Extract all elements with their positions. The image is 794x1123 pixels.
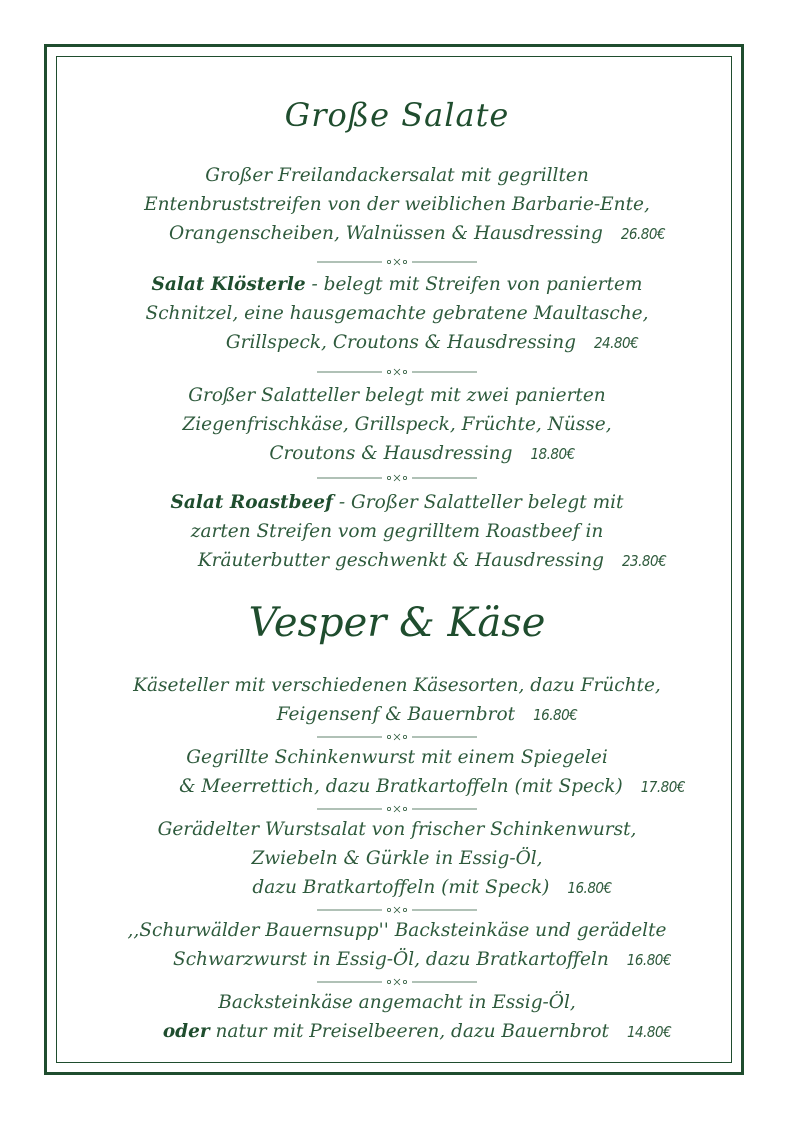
divider-ornament	[317, 474, 477, 482]
item-line: ,,Schurwälder Bauernsupp'' Backsteinkäse und gerädelte	[127, 920, 667, 941]
item-line: dazu Bratkartoffeln (mit Speck)	[252, 877, 550, 898]
menu-item	[0, 270, 794, 358]
item-price: 18.80€	[530, 445, 575, 463]
divider-ornament	[317, 805, 477, 813]
menu-item	[0, 743, 794, 802]
item-name: Salat Klösterle	[151, 274, 306, 295]
item-line: Orangenscheiben, Walnüssen & Hausdressing	[168, 223, 603, 244]
item-price: 24.80€	[593, 334, 639, 352]
item-line: Entenbruststreifen von der weiblichen Barbarie-Ente,	[144, 194, 650, 215]
section-title-vesper	[0, 600, 794, 646]
item-line: Backsteinkäse angemacht in Essig-Öl,	[218, 992, 576, 1013]
menu-item	[0, 988, 794, 1047]
item-line: Feigensenf & Bauernbrot	[276, 704, 516, 725]
item-price: 16.80€	[533, 706, 578, 724]
menu-item	[0, 815, 794, 903]
item-line: - belegt mit Streifen von paniertem	[305, 274, 643, 295]
menu-item	[0, 916, 794, 975]
item-line: Schnitzel, eine hausgemachte gebratene Maultasche,	[145, 303, 649, 324]
item-line: natur mit Preiselbeeren, dazu Bauernbrot	[209, 1021, 609, 1042]
item-line: zarten Streifen vom gegrilltem Roastbeef in	[190, 521, 604, 542]
item-price: 23.80€	[621, 552, 667, 570]
item-name: Salat Roastbeef	[170, 492, 333, 513]
divider-ornament	[317, 733, 477, 741]
item-line: & Meerrettich, dazu Bratkartoffeln (mit Speck)	[179, 776, 623, 797]
item-line: Großer Freilandackersalat mit gegrillten	[205, 165, 589, 186]
divider-ornament	[317, 906, 477, 914]
item-line: Schwarzwurst in Essig-Öl, dazu Bratkartoffeln	[173, 949, 609, 970]
item-line: Zwiebeln & Gürkle in Essig-Öl,	[251, 848, 543, 869]
section-title-salate	[0, 96, 794, 134]
divider-ornament	[317, 978, 477, 986]
section-title-text: Große Salate	[284, 96, 510, 134]
item-line: Grillspeck, Croutons & Hausdressing	[225, 332, 576, 353]
divider-ornament	[317, 258, 477, 266]
menu-item	[0, 381, 794, 469]
item-price: 14.80€	[626, 1023, 672, 1041]
divider-ornament	[317, 368, 477, 376]
item-line: Käseteller mit verschiedenen Käsesorten, dazu Früchte,	[133, 675, 661, 696]
item-emphasis: oder	[162, 1021, 210, 1042]
item-price: 26.80€	[620, 225, 666, 243]
item-line: Croutons & Hausdressing	[269, 443, 513, 464]
item-line: - Großer Salatteller belegt mit	[332, 492, 624, 513]
menu-item	[0, 488, 794, 576]
item-line: Gegrillte Schinkenwurst mit einem Spiegelei	[186, 747, 608, 768]
menu-item	[0, 161, 794, 249]
item-price: 17.80€	[640, 778, 685, 796]
item-line: Ziegenfrischkäse, Grillspeck, Früchte, Nüsse,	[182, 414, 612, 435]
item-line: Großer Salatteller belegt mit zwei panierten	[188, 385, 606, 406]
item-price: 16.80€	[567, 879, 612, 897]
item-line: Kräuterbutter geschwenkt & Hausdressing	[197, 550, 604, 571]
section-title-text: Vesper & Käse	[248, 600, 546, 646]
item-line: Gerädelter Wurstsalat von frischer Schinkenwurst,	[157, 819, 637, 840]
item-price: 16.80€	[626, 951, 671, 969]
menu-item	[0, 671, 794, 730]
